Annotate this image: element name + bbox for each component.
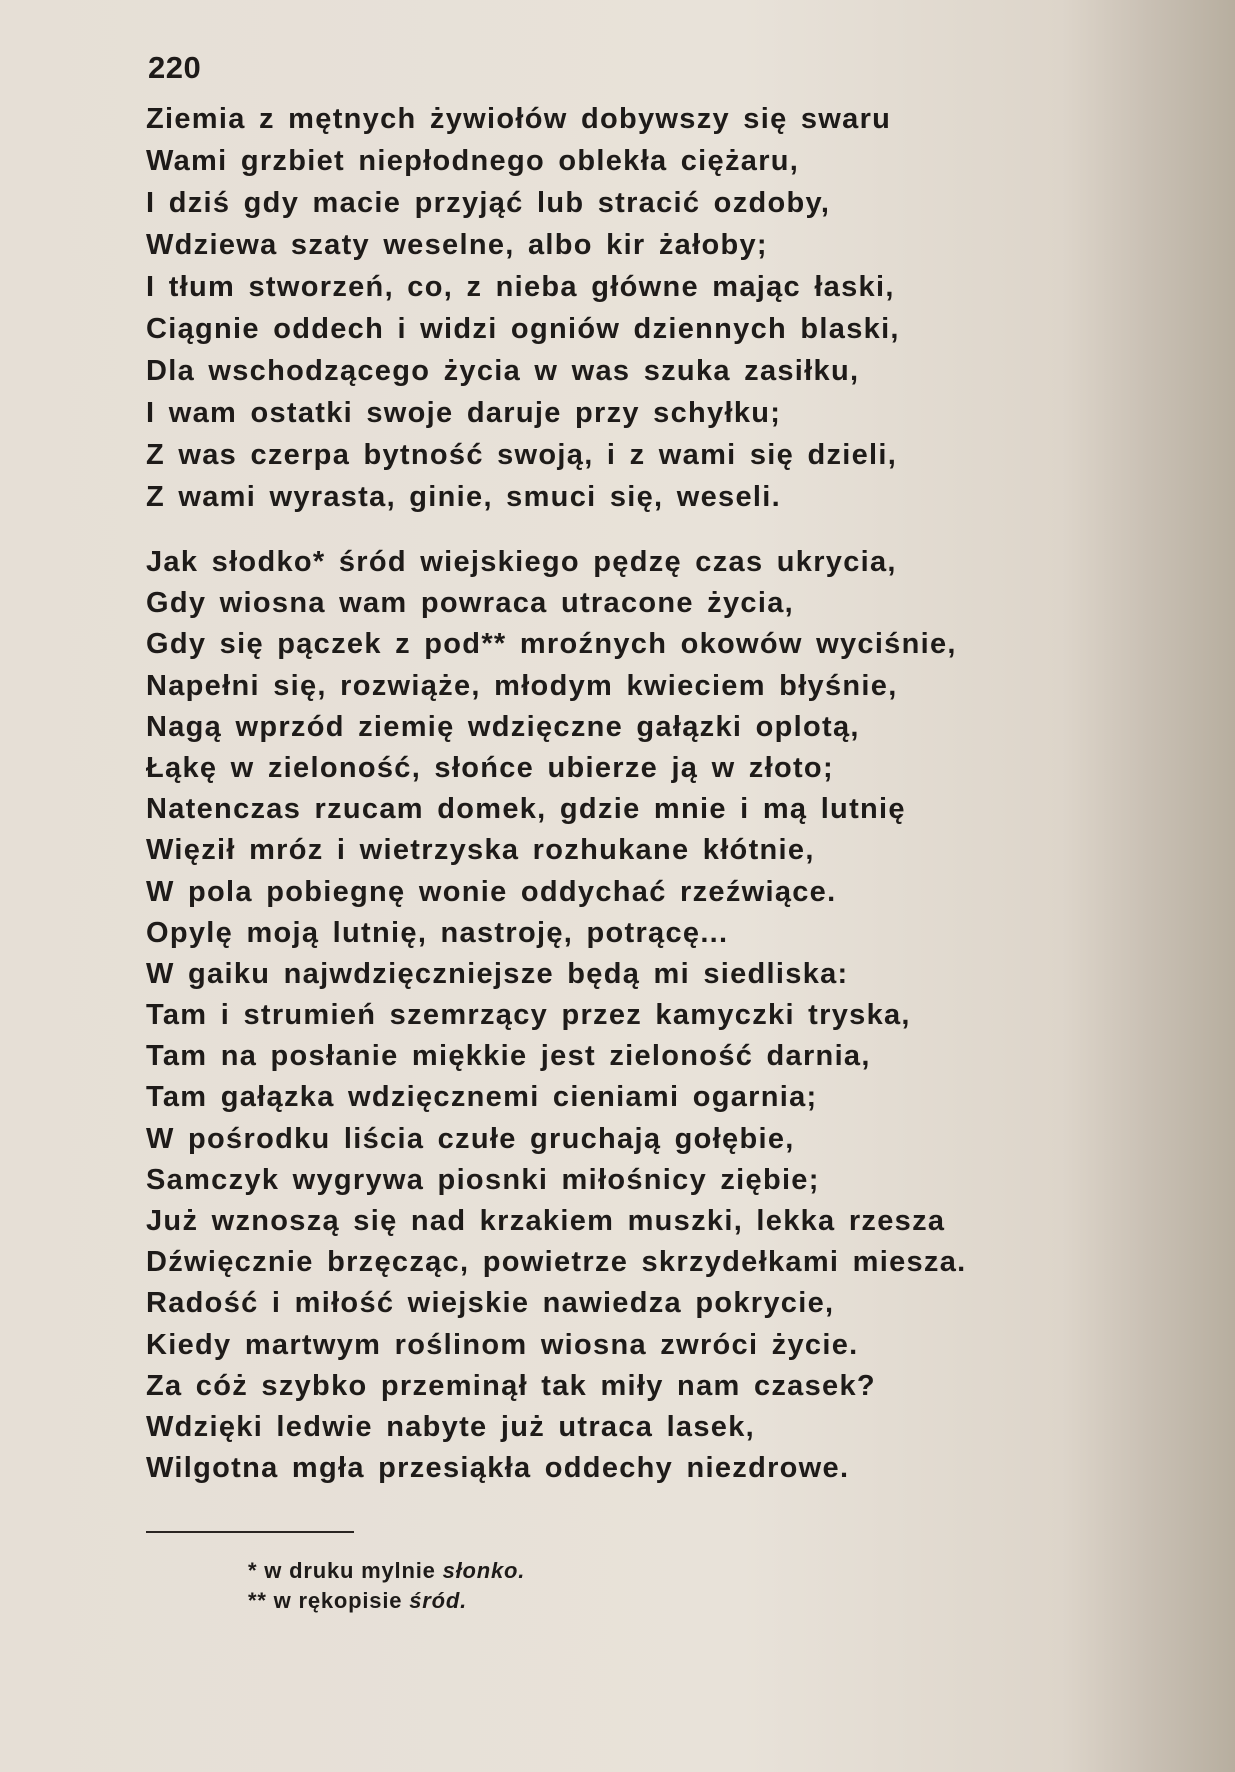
verse-line: Wilgotna mgła przesiąkła oddechy niezdrowe. <box>146 1452 850 1485</box>
verse-line: Więził mróz i wietrzyska rozhukane kłótnie, <box>146 834 815 867</box>
verse-line: Tam i strumień szemrzący przez kamyczki tryska, <box>146 999 911 1032</box>
footnote-divider <box>146 1531 354 1533</box>
verse-line: Wami grzbiet niepłodnego oblekła ciężaru, <box>146 145 800 177</box>
stanza-2 <box>146 542 967 1489</box>
verse-line: Z was czerpa bytność swoją, i z wami się dzieli, <box>146 439 898 471</box>
verse-line: W gaiku najwdzięczniejsze będą mi siedliska: <box>146 957 849 990</box>
stanza-1 <box>146 98 900 518</box>
verse-line: Kiedy martwym roślinom wiosna zwróci życie. <box>146 1328 859 1361</box>
verse-line: Tam gałązka wdzięcznemi cieniami ogarnia; <box>146 1081 818 1114</box>
verse-line: I dziś gdy macie przyjąć lub stracić ozdoby, <box>146 187 831 219</box>
verse-line: Gdy się pączek z pod** mroźnych okowów wyciśnie, <box>146 628 957 661</box>
verse-line: Wdzięki ledwie nabyte już utraca lasek, <box>146 1410 755 1443</box>
verse-line: Łąkę w zieloność, słońce ubierze ją w złoto; <box>146 751 834 784</box>
verse-line: Gdy wiosna wam powraca utracone życia, <box>146 587 794 620</box>
verse-line: Jak słodko* śród wiejskiego pędzę czas ukrycia, <box>146 546 897 578</box>
verse-line: Tam na posłanie miękkie jest zieloność darnia, <box>146 1040 871 1073</box>
verse-line: Dla wschodzącego życia w was szuka zasiłku, <box>146 355 860 387</box>
verse-line: Napełni się, rozwiąże, młodym kwieciem błyśnie, <box>146 669 898 702</box>
verse-line: Natenczas rzucam domek, gdzie mnie i mą lutnię <box>146 793 906 826</box>
footnote-term: słonko. <box>442 1558 526 1583</box>
verse-line: Za cóż szybko przeminął tak miły nam czasek? <box>146 1369 876 1402</box>
verse-line: Opylę moją lutnię, nastroję, potrącę... <box>146 916 729 949</box>
footnote-term: śród. <box>409 1588 468 1613</box>
footnote-marker: * <box>248 1558 258 1583</box>
footnote-2 <box>248 1586 525 1616</box>
verse-line: Już wznoszą się nad krzakiem muszki, lekka rzesza <box>146 1205 946 1237</box>
footnote-text: w rękopisie <box>273 1588 403 1613</box>
verse-line: W pola pobiegnę wonie oddychać rzeźwiące. <box>146 875 837 908</box>
page-number: 220 <box>148 50 202 85</box>
verse-line: Wdziewa szaty weselne, albo kir żałoby; <box>146 229 768 261</box>
footnote-1 <box>248 1556 525 1586</box>
verse-line: Radość i miłość wiejskie nawiedza pokrycie, <box>146 1287 835 1320</box>
verse-line: Nagą wprzód ziemię wdzięczne gałązki oplotą, <box>146 710 860 743</box>
verse-line: I wam ostatki swoje daruje przy schyłku; <box>146 397 782 429</box>
verse-line: Z wami wyrasta, ginie, smuci się, weseli. <box>146 481 781 513</box>
verse-line: Dźwięcznie brzęcząc, powietrze skrzydełkami miesza. <box>146 1246 967 1279</box>
verse-line: W pośrodku liścia czułe gruchają gołębie, <box>146 1122 795 1155</box>
verse-line: Samczyk wygrywa piosnki miłośnicy ziębie; <box>146 1163 820 1196</box>
footnote-marker: ** <box>248 1588 267 1613</box>
verse-line: Ciągnie oddech i widzi ogniów dziennych blaski, <box>146 313 900 345</box>
footnotes <box>248 1556 525 1616</box>
verse-line: Ziemia z mętnych żywiołów dobywszy się swaru <box>146 103 892 135</box>
footnote-text: w druku mylnie <box>264 1558 436 1583</box>
verse-line: I tłum stworzeń, co, z nieba główne mając łaski, <box>146 271 895 303</box>
